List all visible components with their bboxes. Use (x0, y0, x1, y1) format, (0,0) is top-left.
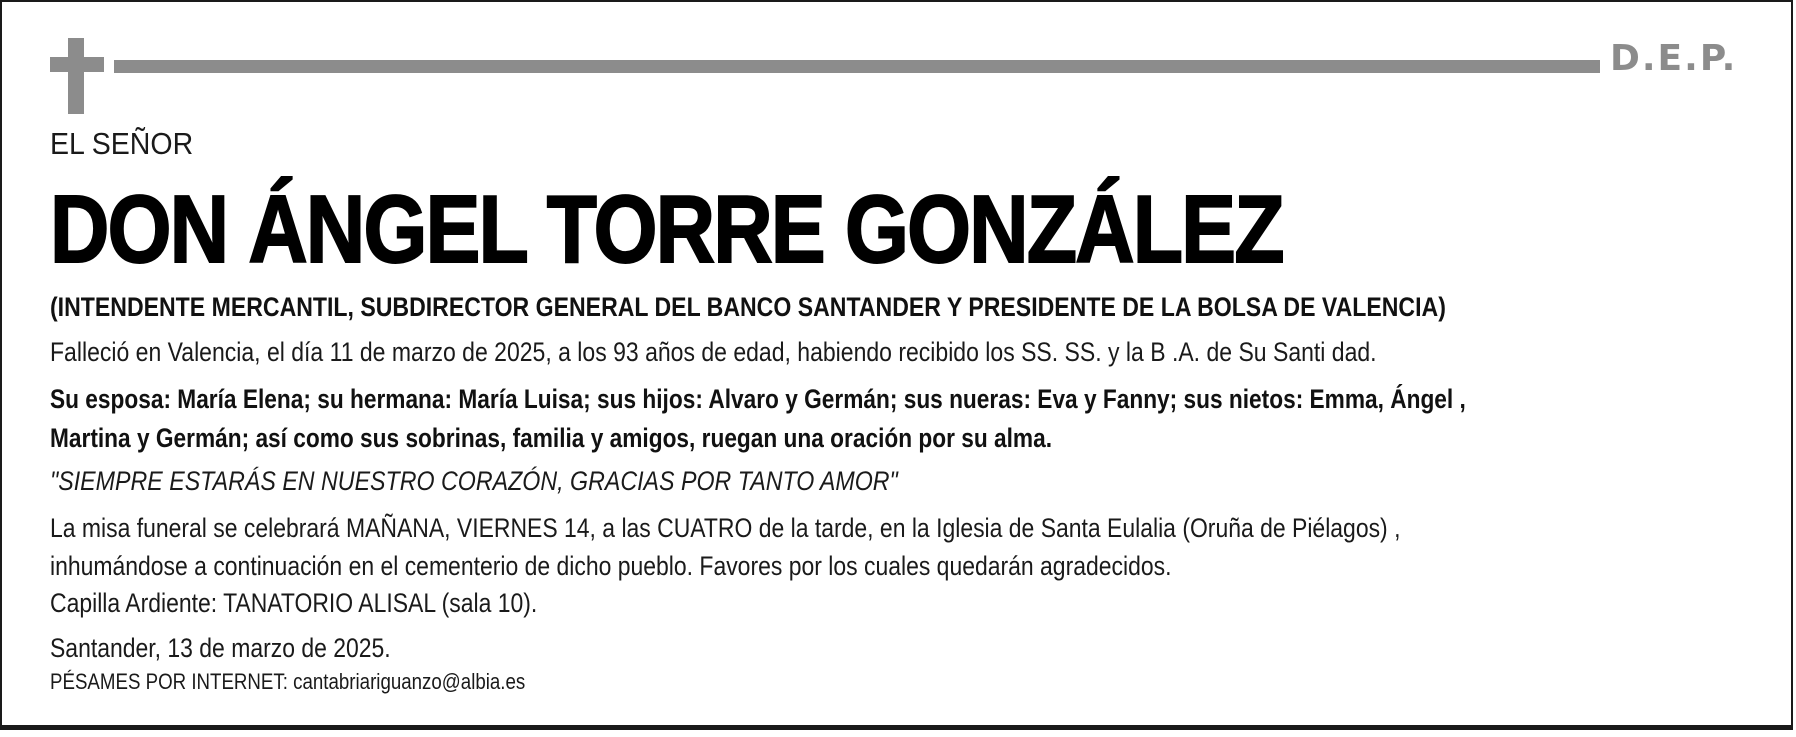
honorific-title: EL SEÑOR (50, 126, 194, 161)
dep-label: D.E.P. (1610, 38, 1738, 79)
header-rule (114, 60, 1600, 73)
chapel-line: Capilla Ardiente: TANATORIO ALISAL (sala 10). (50, 588, 538, 618)
funeral-line-1: La misa funeral se celebrará MAÑANA, VIERNES 14, a las CUATRO de la tarde, en la Iglesia de Santa Eulalia (Oruña de Piélagos) , (50, 513, 1401, 543)
condolences-line: PÉSAMES POR INTERNET: cantabriariguanzo@albia.es (50, 669, 526, 694)
occupation-line: (INTENDENTE MERCANTIL, SUBDIRECTOR GENERAL DEL BANCO SANTANDER Y PRESIDENTE DE LA BOLSA DE VALENCIA) (50, 292, 1446, 322)
deceased-name: DON ÁNGEL TORRE GONZÁLEZ (50, 176, 1283, 283)
memorial-quote: "SIEMPRE ESTARÁS EN NUESTRO CORAZÓN, GRACIAS POR TANTO AMOR" (50, 466, 898, 496)
funeral-line-2: inhumándose a continuación en el cementerio de dicho pueblo. Favores por los cuales quedarán agradecidos. (50, 551, 1172, 581)
place-date-line: Santander, 13 de marzo de 2025. (50, 633, 391, 663)
family-line-1: Su esposa: María Elena; su hermana: María Luisa; sus hijos: Alvaro y Germán; sus nueras: Eva y Fanny; sus nietos: Emma, Ángel , (50, 384, 1466, 414)
latin-cross-icon (50, 38, 104, 114)
death-notice: Falleció en Valencia, el día 11 de marzo de 2025, a los 93 años de edad, habiendo recibido los SS. SS. y la B .A. de Su Santi dad. (50, 337, 1377, 367)
family-line-2: Martina y Germán; así como sus sobrinas, familia y amigos, ruegan una oración por su alma. (50, 423, 1053, 453)
